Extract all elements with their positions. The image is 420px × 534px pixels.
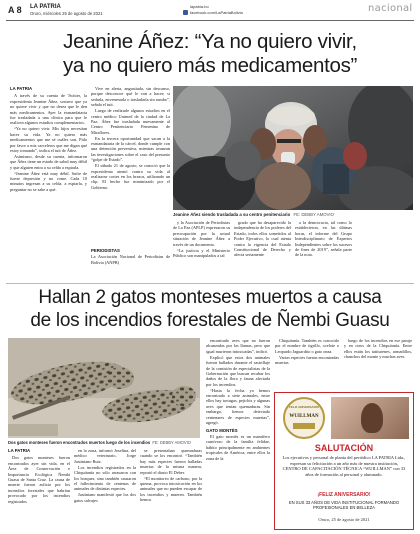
facebook-link[interactable]: facebook.com/LaPatriaBolivia <box>190 10 243 15</box>
article2-column-1 <box>8 448 70 532</box>
paragraph: encontrado aves que no fueron alcanzadas por las llamas, pero que igual murieron intoxicadas”, indicó. <box>206 338 270 354</box>
article1-photo-caption <box>173 212 413 217</box>
header-divider <box>6 20 414 21</box>
paragraph: “Ya no quiero vivir. Mis hijos necesitan hacer su vida. Ya no quiero más medicamentos que me sé cuáles son. Pido por favor a mis carceleros que me digan qué estoy tomando”, indica el tuit de Áñez. <box>10 126 87 153</box>
article2-column-5 <box>275 338 339 390</box>
article1-photo <box>173 86 413 210</box>
article1-column-1 <box>10 86 87 278</box>
article2-photo <box>8 338 200 438</box>
paragraph: Explicó que estos dos animales fueron hallados durante el rastrillaje de la comisión de especialistas de la Gobernación que buscan recabar los daños de la flora y fauna afectada por los incendios. <box>206 354 270 387</box>
paragraph: en la zona, informó Josefina, del médico veterinario, Jorge Justiniano Ruiz. <box>74 448 136 464</box>
article1-title-line2: ya no quiero más medicamentos” <box>62 54 358 77</box>
article2-kicker: LA PATRIA <box>8 448 31 453</box>
paragraph: Chiquitanía. También es conocido por el nombre de tigrillo, ocelote o Leopardo Jaguardito o gato onza. <box>275 338 339 354</box>
article1-signoff <box>91 248 170 278</box>
ad-greeting: ¡FELIZ ANIVERSARIO! <box>317 492 371 498</box>
ad-date: Oruro, 25 de agosto de 2021 <box>318 517 370 522</box>
article1-title-line1: Jeanine Áñez: “Ya no quiero vivir, <box>63 30 357 53</box>
paragraph: La Asociación Nacional de Periodistas de Bolivia (ANPB) <box>91 254 170 265</box>
article2-column-3 <box>140 448 202 532</box>
photo-image <box>173 86 413 210</box>
page-label: A 8 <box>8 5 22 15</box>
paragraph: “La justicia y el Ministerio Público son manipulados a tal <box>173 247 230 258</box>
paragraph: A través de su cuenta de Twitter, la expresidenta Jeanine Áñez, sostuvo que ya no quiere vivir y que no desea que le den más medicamentos. Ayer la exmandataria fue trasladada a una clínica para que le realicen algunos estudios complementarios. <box>10 93 87 126</box>
signoff-heading: PERIODISTAS <box>91 248 120 253</box>
paragraph: Los incendios registrados en la Chiquitanía no sólo arrasaron con los bosques, sino también causaron el fallecimiento de centenas de animales de distintas especies. <box>74 464 136 492</box>
paragraph: y la Asociación de Periodistas de La Paz (APLP) expresaron su preocupación por la actual situación de Jeanine Áñez a través de un documento. <box>173 220 230 247</box>
ad-title: SALUTACIÓN <box>314 443 374 453</box>
badge-name: WUILLMAN <box>289 414 319 419</box>
article2-title-line1: Hallan 2 gatos monteses muertos a causa <box>38 287 382 308</box>
page-header <box>0 0 420 22</box>
paragraph: “Hasta la fecha ya hemos encontrado a siete animales, entre ellos hay tortugas, pejichis y algunas aves que tenían quemaduras. Sin embargo, hemos detectado centenares de especies muertas”, agregó. <box>206 387 270 426</box>
paper-name: LA PATRIA <box>30 4 61 10</box>
article2-photo-caption <box>8 440 204 445</box>
paragraph: “Jeanine Áñez está muy débil. Sufre de fuerte depresión y no come. Cada 10 minutos ingresan a su celda, a espiarla, y preguntar no se sabe a qué. <box>10 170 87 192</box>
article2-column-2 <box>74 448 136 532</box>
article2-title-line2: de los incendios forestales de Ñembi Guasu <box>30 310 390 331</box>
article2-title <box>0 286 420 332</box>
article2-subhead: GATO MONTÉS <box>206 427 238 433</box>
paragraph: Dos gatos monteses fueron encontrados ayer sin vida, en el Área de Conservación e Importancia Ecológica Ñembi Guasu de Santa Cruz. La causa de muerte fueron asfixia por los incendios forestales que habrían provocado por los incendios registrados <box>8 455 70 504</box>
article-divider <box>6 283 414 284</box>
paragraph: Vive en alerta, angustiada, sin descanso, porque desconoce qué le van a hacer; si sedarla, envenenarla o trasladarla sin rumbo”, señala el tuit. <box>91 86 170 108</box>
caption-text: Jeanine Áñez siendo trasladada a su centro penitenciario <box>173 212 291 217</box>
paragraph: Varias especies fueron encontradas muertas <box>275 354 339 366</box>
ad-photo-figure <box>361 403 383 433</box>
salutation-ad <box>274 392 414 530</box>
ad-footer: EN SUS 33 AÑOS DE VIDA INSTITUCIONAL FORMANDO PROFESIONALES EN BELLEZA <box>288 500 400 511</box>
badge-top-text: FELIZ ANIVERSARIO <box>289 405 319 409</box>
article1-column-4 <box>234 220 291 278</box>
paragraph: grado que ha desaparecido la independencia de los poderes del Estado, todos ellos sometidos al Poder Ejecutivo, lo cual atenta contra la vigencia del Estado Constitucional de Derecho y afecta seriamente <box>234 220 291 258</box>
article2-column-6 <box>344 338 412 390</box>
paragraph: Asimismo, desde su cuenta, informaron que Áñez tiene un estado de salud muy débil y que alguien entra a su celda a espiarla. <box>10 153 87 170</box>
facebook-icon <box>183 10 188 15</box>
paragraph: El gato montés es un mamífero carnívoro de la familia felidae, hábito principalmente en ambientes tropicales de América, entre ellos la zona de la <box>206 433 270 461</box>
section-label: nacional <box>368 3 413 14</box>
paragraph: Justiniano manifestó que los dos gatos salvajes <box>74 492 136 503</box>
article2-column-4 <box>206 338 270 532</box>
paragraph: Luego de realizarle algunos estudios en el centro médico Unimed de la ciudad de La Paz, Áñez fue trasladada nuevamente al Centro Penitenciario Femenino de Miraflores. <box>91 108 170 135</box>
paragraph: El sábado 21 de agosto, se conoció que la expresidenta atentó contra su vida al realizarse cortes en los brazos, utilizando un clip. El hecho fue minimizado por el Gobierno. <box>91 163 170 190</box>
badge-ribbon-icon <box>293 423 315 429</box>
site-link[interactable]: lapatria.bo <box>190 4 209 9</box>
issue-line: Oruro, miércoles 25 de agosto de 2021 <box>30 11 103 16</box>
ad-photo <box>331 397 409 439</box>
article1-column-3 <box>173 220 230 278</box>
article1-title <box>0 30 420 78</box>
ad-body: Los ejecutivos y personal de planta del periódico LA PATRIA Ltda., expresan su felicitación a un año más de nuestra institución, CENTRO DE CAPACITACIÓN TÉCNICA “WUILLMAN” con 33 años de formación al personal y alumnado. <box>282 455 406 477</box>
paragraph: a la democracia, tal como lo establecieron, en las últimas horas, el informe del Grupo Interdisciplinario de Expertos Independientes sobre los sucesos de fines de 2019”, señala parte de la nota. <box>295 220 352 258</box>
paragraph: En la tercera oportunidad que sacan a la exmandataria de la cárcel, donde cumple con una detención preventiva, mientras avanzan las investigaciones sobre el caso del presunto “golpe de Estado”. <box>91 135 170 163</box>
caption-text: Dos gatos monteses fueron encontrados muertos luego de los incendios <box>8 440 151 445</box>
paragraph: “El monitoreo de carbono, por la quema, provoca intoxicación en los animales que no pueden escapar de los incendios y mueren. También hemos <box>140 475 202 503</box>
article1-column-5 <box>295 220 352 278</box>
anniversary-badge <box>283 397 325 439</box>
paragraph: luego de los incendios en ese paraje y en otros de la Chiquitanía. Entre ellos están los tatiturenes, armadillos, chanchos del monte y muchas aves. <box>344 338 412 360</box>
caption-credit: FE: DEBBY AMOVIO <box>152 440 191 445</box>
caption-credit: FE: DEBBY AMOVIO <box>293 212 334 217</box>
photo-image <box>8 338 200 438</box>
article1-kicker: LA PATRIA <box>10 86 33 91</box>
paragraph: se presentaban quemaduras cuando se los encontró. “También hay más especies fueron halladas muertas de la misma manera, reportó el diario El Deber. <box>140 448 202 475</box>
